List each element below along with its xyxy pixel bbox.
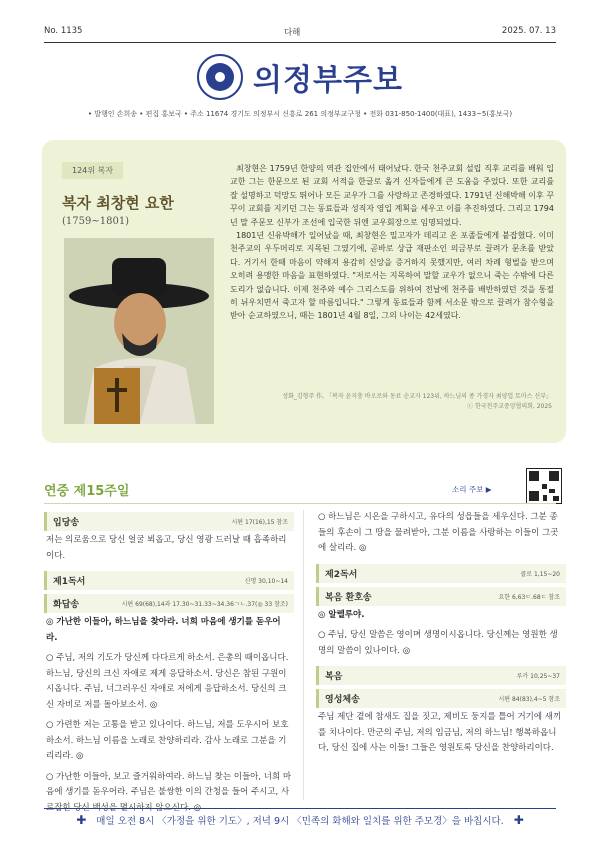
section-header-reading2 xyxy=(316,564,566,583)
audio-bulletin-link[interactable]: 소리 주보 ▶ xyxy=(452,485,492,494)
liturgical-year: 다해 xyxy=(283,28,301,38)
prayer-notice: 매일 오전 8시 〈가정을 위한 기도〉, 저녁 9시 〈민족의 화해와 일치를 위한 주모경〉을 바칩시다. xyxy=(96,815,504,827)
feature-name: 복자 최창현 요한 xyxy=(62,194,174,212)
column-divider xyxy=(303,510,304,800)
section-header-gospel xyxy=(316,666,566,685)
feature-caption xyxy=(232,392,552,412)
section-ref: 시편 17(16),15 참조 xyxy=(231,519,288,526)
section-name: 복음 xyxy=(325,672,343,682)
feature-tag: 124위 복자 xyxy=(62,162,123,179)
section-header-entrance xyxy=(44,512,294,531)
feature-text xyxy=(230,162,554,323)
footer-banner xyxy=(44,808,556,830)
alleluia-response: ◎ 알렐루야. xyxy=(318,609,365,620)
issue-date: 2025. 07. 13 xyxy=(501,26,556,36)
section-header-alleluia xyxy=(316,587,566,606)
section-header-communion xyxy=(316,689,566,708)
psalm-verse: ○ 가난한 이들아, 보고 즐거워하여라. 하느님 찾는 이들아, 너희 마음에 생기를 돋우어라. 주님은 불쌍한 이의 간청을 들어 주시고, 사로잡힌 당신 백성을 멸시하지 않으신다. ◎ xyxy=(46,771,292,813)
section-ref: 루카 10,25~37 xyxy=(516,673,560,680)
section-ref: 요한 6,63ㄷ.68ㄷ 참조 xyxy=(498,593,560,601)
psalm-verse: ○ 주님, 저의 기도가 당신께 다다르게 하소서. 은총의 때이옵니다. 하느님, 당신의 크신 자애로 제게 응답하소서. 당신은 참된 구원이시옵니다. 주님, 너그러우신 자애로 저에게 응답하소서. 당신의 크신 자비로 저를 돌아보소서. ◎ xyxy=(46,653,289,710)
masthead xyxy=(0,52,600,102)
psalm-verse: ○ 하느님은 시온을 구하시고, 유다의 성읍들을 세우신다. 그분 종들의 후손이 그 땅을 물려받아, 그분 이름을 사랑하는 이들이 그곳에 살리라. ◎ xyxy=(318,512,559,553)
section-header-psalm xyxy=(44,594,294,613)
feature-years: (1759~1801) xyxy=(62,216,130,227)
liturgy-divider xyxy=(44,503,556,504)
right-column xyxy=(316,508,566,760)
cross-icon: ✚ xyxy=(513,812,524,827)
publisher-info: • 발행인 손희송 • 편집 홍보국 • 주소 11674 경기도 의정부시 신흥로 261 의정부교구청 • 전화 031-850-1400(대표), 1433~5(홍보국) xyxy=(87,110,513,118)
section-name: 제2독서 xyxy=(325,569,358,580)
copyright: ⓒ 한국천주교중앙협의회, 2025 xyxy=(467,403,552,410)
communion-text: 주님 제단 곁에 참새도 집을 짓고, 제비도 둥지를 틀어 거기에 새끼를 치나이다. 만군의 주님, 저의 임금님, 저의 하느님! 행복하옵니다, 당신 집에 사는 이들! 그들은 영원토록 당신을 찬양하리이다. xyxy=(318,712,562,753)
section-name: 복음 환호송 xyxy=(325,592,372,603)
qr-code-icon[interactable] xyxy=(526,468,562,504)
section-ref: 시편 69(68),14과 17.30~31.33~34.36ㄱㄴ.37(◎ 33 참조) xyxy=(121,601,288,608)
liturgy-title: 연중 제15주일 xyxy=(44,484,130,499)
feature-box xyxy=(42,140,566,443)
diocese-seal-icon xyxy=(197,54,243,100)
bulletin-title: 의정부주보 xyxy=(253,63,403,98)
psalm-response: ◎ 가난한 이들아, 하느님을 찾아라. 너희 마음에 생기를 돋우어라. xyxy=(46,617,281,643)
feature-paragraph: 최창현은 1759년 한양의 역관 집안에서 태어났다. 한국 천주교회 설립 직후 교리를 배워 입교한 그는 한문으로 된 교회 서적을 한글로 옮겨 신자들에게 큰 도움을 주었다. 또한 교리를 잘 설명하고 덕망도 뛰어나 모든 교우가 그를 사랑하고 존경하였다. 1791년 신해박해 이후 꾸꾸이 교회를 지키던 그는 동료들과 성직자 영입 계획을 세우고 이를 추진하였다. 그리고 1794년 말 주문모 신부가 조선에 입국한 뒤엔 교우회장으로 임명되었다. xyxy=(230,164,554,227)
entrance-text: 저는 의로움으로 당신 얼굴 뵈옵고, 당신 영광 드러날 때 흡족하리이다. xyxy=(46,535,287,561)
section-name: 화답송 xyxy=(53,600,80,610)
section-name: 영성체송 xyxy=(325,695,360,705)
section-name: 제1독서 xyxy=(53,577,86,587)
artwork-credit: 성화_김형주 作, 「복자 윤지충 바오로와 동료 순교자 123위, 하느님의 종 가경자 최양업 토마스 신부」 xyxy=(282,393,552,400)
feature-paragraph: 1801년 신유박해가 일어났을 때, 최창현은 밀고자가 데리고 온 포졸들에게 붙잡혔다. 이미 천주교의 우두머리로 지목된 그였기에, 곧바로 상급 재판소인 의금부로 끌려가 문초를 받았다. 거기서 한때 마음이 약해져 용감히 신앙을 증거하지 못했지만, 여러 차례 형벌을 받으며 오히려 용맹한 마음을 표현하였다. "저로서는 지목하여 말할 교우가 없으니 죽는 수밖에 다른 도리가 없습니다. 이제 천주와 예수 그리스도를 위하여 전날에 천주를 배반하였던 것을 통절히 뉘우치면서 죽고자 할 따름입니다." 그렇게 동료들과 함께 서소문 밖으로 끌려가 참수형을 받아 순교하였으니, 때는 1801년 4월 8일, 그의 나이는 42세였다. xyxy=(230,231,554,321)
psalm-verse: ○ 가련한 저는 고통을 받고 있나이다. 하느님, 저를 도우시어 보호하소서. 하느님 이름을 노래로 찬양하리라. 감사 노래로 그분을 기리리라. ◎ xyxy=(46,720,289,761)
saint-portrait xyxy=(64,238,214,424)
section-name: 입당송 xyxy=(53,518,80,528)
left-column xyxy=(44,508,294,819)
section-ref: 콜로 1,15~20 xyxy=(520,570,560,578)
alleluia-verse: ○ 주님, 당신 말씀은 영이며 생명이시옵니다. 당신께는 영원한 생명의 말씀이 있나이다. ◎ xyxy=(318,630,558,656)
top-bar xyxy=(44,26,556,42)
issue-number: No. 1135 xyxy=(44,26,83,36)
section-ref: 시편 84(83),4~5 참조 xyxy=(498,696,560,703)
cross-icon: ✚ xyxy=(76,812,87,827)
section-ref: 신명 30,10~14 xyxy=(244,578,288,585)
section-header-reading1 xyxy=(44,571,294,590)
top-divider xyxy=(44,42,556,43)
